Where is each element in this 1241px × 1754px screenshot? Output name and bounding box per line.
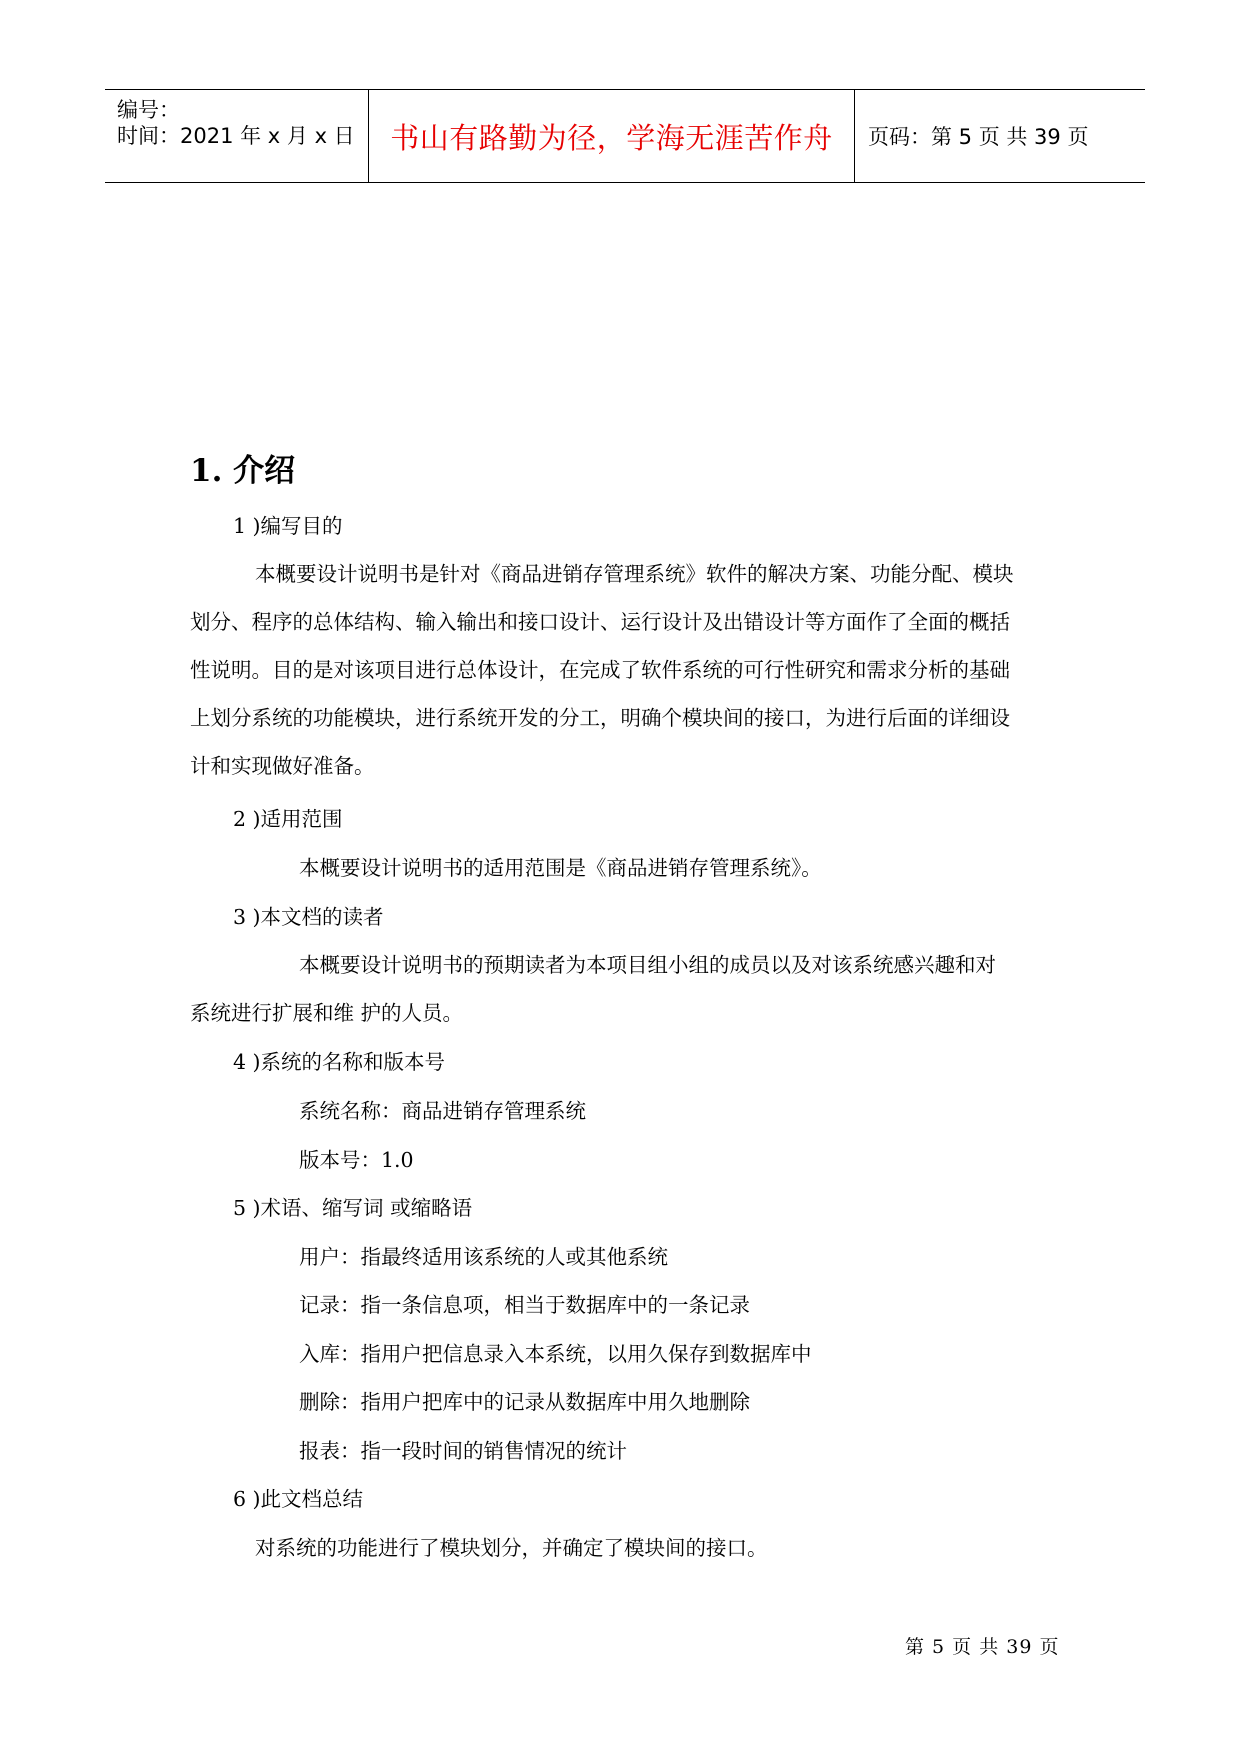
subsection-heading-summary: 6 )此文档总结 (233, 1487, 364, 1511)
subsection-heading-name-version: 4 )系统的名称和版本号 (233, 1050, 446, 1074)
term-item: 用户：指最终适用该系统的人或其他系统 (299, 1245, 668, 1269)
version-item: 版本号：1.0 (299, 1148, 414, 1172)
readers-paragraph-line: 本概要设计说明书的预期读者为本项目组小组的成员以及对该系统感兴趣和对 (299, 953, 996, 977)
section-title: 1. 介绍 (190, 453, 296, 489)
header-motto: 书山有路勤为径，学海无涯苦作舟 (390, 120, 833, 155)
purpose-paragraph-line: 上划分系统的功能模块，进行系统开发的分工，明确个模块间的接口，为进行后面的详细设 (190, 706, 1010, 730)
purpose-paragraph-line: 计和实现做好准备。 (190, 754, 375, 778)
page-footer-number: 第 5 页 共 39 页 (905, 1636, 1060, 1658)
scope-paragraph: 本概要设计说明书的适用范围是《商品进销存管理系统》。 (299, 856, 822, 880)
summary-paragraph: 对系统的功能进行了模块划分，并确定了模块间的接口。 (255, 1536, 768, 1560)
subsection-heading-terms: 5 )术语、缩写词 或缩略语 (233, 1196, 473, 1220)
term-item: 记录：指一条信息项，相当于数据库中的一条记录 (299, 1293, 750, 1317)
readers-paragraph-line: 系统进行扩展和维 护的人员。 (190, 1001, 464, 1025)
purpose-paragraph-line: 划分、程序的总体结构、输入输出和接口设计、运行设计及出错设计等方面作了全面的概括 (190, 610, 1010, 634)
subsection-heading-purpose: 1 )编写目的 (233, 514, 343, 538)
purpose-paragraph-line: 性说明。目的是对该项目进行总体设计，在完成了软件系统的可行性研究和需求分析的基础 (190, 658, 1010, 682)
term-item: 入库：指用户把信息录入本系统，以用久保存到数据库中 (299, 1342, 812, 1366)
subsection-heading-scope: 2 )适用范围 (233, 807, 343, 831)
header-left-cell (105, 90, 368, 182)
document-number-label: 编号： (117, 98, 180, 122)
header-page-info: 页码：第 5 页 共 39 页 (868, 125, 1089, 149)
header-motto-cell (368, 90, 855, 182)
document-time-label: 时间：2021 年 x 月 x 日 (117, 124, 355, 148)
header-page-cell (855, 90, 1145, 182)
term-item: 删除：指用户把库中的记录从数据库中用久地删除 (299, 1390, 750, 1414)
purpose-paragraph-line: 本概要设计说明书是针对《商品进销存管理系统》软件的解决方案、功能分配、模块 (255, 562, 1014, 586)
subsection-heading-readers: 3 )本文档的读者 (233, 905, 384, 929)
page-header (105, 89, 1145, 183)
term-item: 报表：指一段时间的销售情况的统计 (299, 1439, 627, 1463)
system-name-item: 系统名称：商品进销存管理系统 (299, 1099, 586, 1123)
